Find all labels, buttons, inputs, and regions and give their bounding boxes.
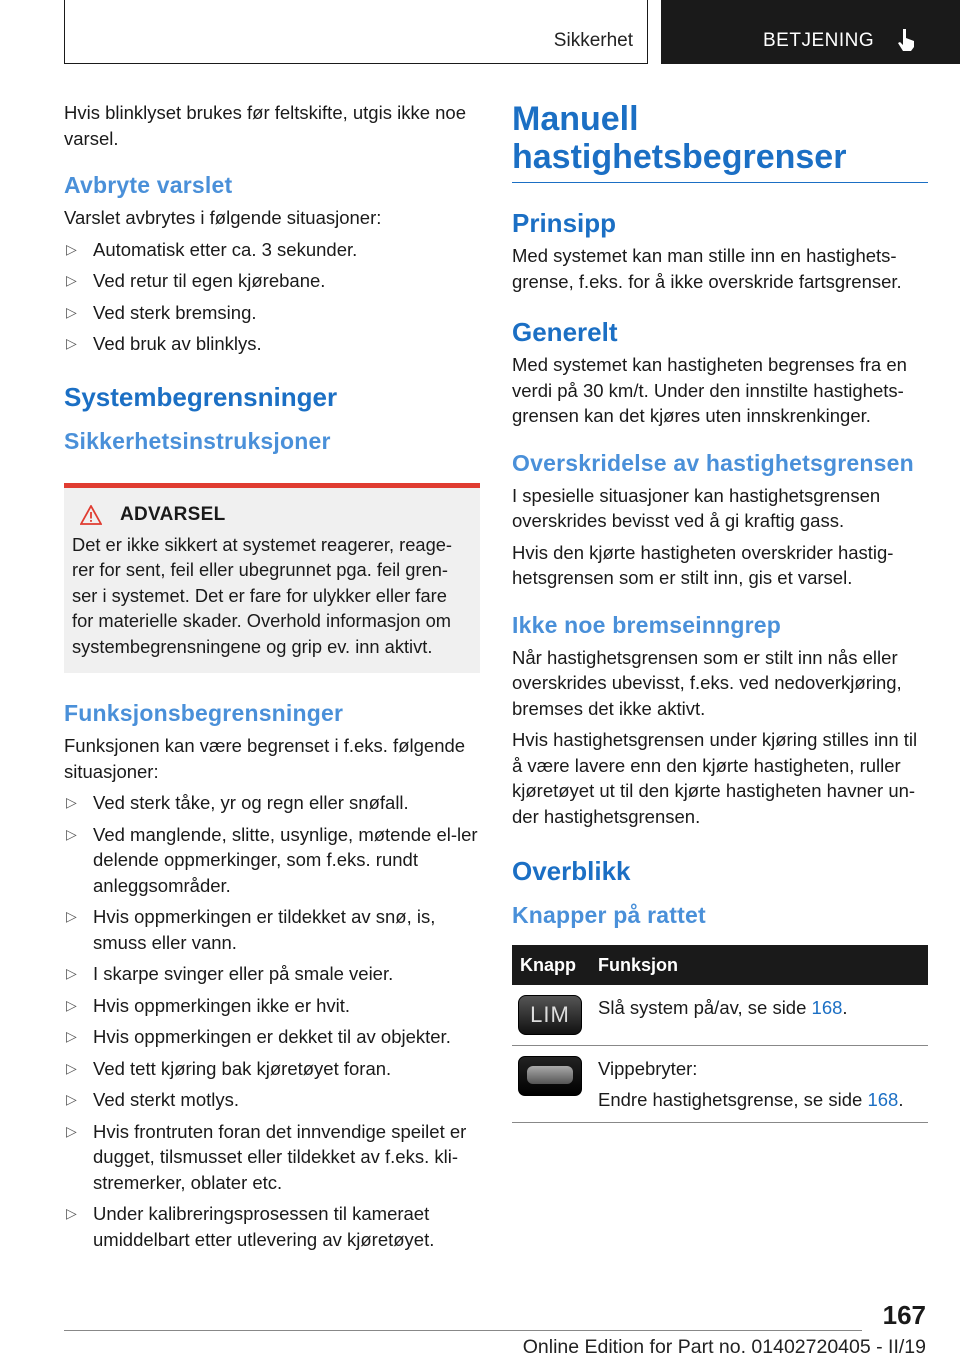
- ikke-heading: Ikke noe bremseinngrep: [512, 611, 781, 638]
- lim-button-icon: LIM: [518, 995, 582, 1035]
- buttons-table: [512, 945, 928, 1123]
- triangle-bullet-icon: ▷: [66, 335, 77, 351]
- table-row: Vippebryter: Endre hastighetsgrense, se side 168.: [512, 1046, 928, 1123]
- page-link[interactable]: 168: [867, 1089, 899, 1110]
- footer-edition: Online Edition for Part no. 01402720405 - II/19: [522, 1336, 926, 1358]
- header-section-tab: [64, 0, 648, 64]
- page-number: 167: [882, 1300, 926, 1330]
- list-item: ▷ Ved sterkt motlys.: [64, 1087, 480, 1113]
- list-item: ▷ Hvis oppmerkingen ikke er hvit.: [64, 993, 480, 1019]
- triangle-bullet-icon: ▷: [66, 825, 77, 842]
- generelt-heading: Generelt: [512, 317, 618, 347]
- funksjon-heading: Funksjonsbegrensninger: [64, 700, 344, 726]
- generelt-text: Med systemet kan hastigheten begrenses fra en verdi på 30 km/t. Under den innstilte hastighets-grensen kan det kjøres uten innskrenkinger.: [512, 354, 907, 426]
- right-column: [512, 100, 928, 1123]
- list-item: ▷ Ved sterk bremsing.: [64, 300, 480, 326]
- warning-title: ADVARSEL: [80, 504, 472, 526]
- list-item: ▷ Hvis oppmerkingen er tildekket av snø, is, smuss eller vann.: [66, 906, 436, 953]
- systembegrensninger-heading: Systembegrensninger: [64, 381, 338, 412]
- warning-text: Det er ikke sikkert at systemet reagerer, reage-rer for sent, feil eller ubegrunnet pga. feil gren-ser i systemet. Det er fare for ulykker eller fare for materielle skader. Overhold informasjon om systembegrensningene og grip ev. inn aktivt.: [72, 533, 452, 657]
- table-header-knapp: Knapp: [512, 945, 590, 985]
- header-chapter-tab: [661, 0, 960, 64]
- list-item: ▷ Under kalibreringsprosessen til kameraet umiddelbart etter utlevering av kjøretøyet.: [66, 1203, 435, 1250]
- triangle-bullet-icon: ▷: [66, 240, 77, 257]
- sikkerhet-heading: Sikkerhetsinstruksjoner: [64, 427, 331, 454]
- warning-triangle-icon: [80, 505, 102, 525]
- table-header-row: [512, 945, 928, 985]
- table-header-funksjon: Funksjon: [590, 945, 928, 985]
- avbryte-text: Varslet avbrytes i følgende situasjoner:: [64, 207, 382, 228]
- page-link[interactable]: 168: [811, 997, 843, 1018]
- ikke-p1: Når hastighetsgrensen som er stilt inn nås eller overskrides ubevisst, f.eks. ved nedoverkjøring, bremses det ikke aktivt.: [512, 646, 902, 719]
- list-item: ▷ Ved retur til egen kjørebane.: [64, 268, 480, 294]
- triangle-bullet-icon: ▷: [66, 996, 77, 1013]
- overskridelse-heading: Overskridelse av hastighetsgrensen: [512, 449, 914, 476]
- footer-divider: [64, 1330, 862, 1331]
- overblikk-heading: Overblikk: [512, 856, 631, 886]
- table-row: LIM Slå system på/av, se side 168.: [512, 985, 928, 1046]
- list-item: ▷ Ved sterk tåke, yr og regn eller snøfall.: [64, 790, 480, 816]
- list-item: ▷ Hvis frontruten foran det innvendige speilet er dugget, tilsmusset eller tildekket av f.eks. kli-stremerker, oblater etc.: [66, 1120, 467, 1193]
- left-column: [64, 100, 480, 1258]
- prinsipp-heading: Prinsipp: [512, 208, 617, 238]
- rocker-switch-icon: [518, 1056, 582, 1096]
- triangle-bullet-icon: ▷: [66, 908, 77, 924]
- triangle-bullet-icon: ▷: [66, 1028, 77, 1044]
- page-title: Manuell hastighetsbegrenser: [512, 100, 928, 183]
- list-item: ▷ Automatisk etter ca. 3 sekunder.: [64, 237, 480, 263]
- triangle-bullet-icon: ▷: [66, 1091, 77, 1107]
- overskridelse-p1: I spesielle situasjoner kan hastighetsgrensen overskrides bevisst ved å gi kraftig gass.: [512, 484, 881, 531]
- triangle-bullet-icon: ▷: [66, 1205, 77, 1221]
- warning-box: [64, 483, 480, 674]
- list-item: ▷ Hvis oppmerkingen er dekket til av objekter.: [64, 1024, 480, 1050]
- funksjon-list: [64, 790, 480, 1252]
- intro-paragraph: Hvis blinklyset brukes før feltskifte, utgis ikke noe varsel.: [64, 102, 467, 149]
- list-item: ▷ Ved manglende, slitte, usynlige, møtende el-ler delende oppmerkinger, som f.eks. rundt anleggsområder.: [66, 823, 478, 896]
- funksjon-text: Funksjonen kan være begrenset i f.eks. følgende situasjoner:: [64, 735, 466, 782]
- triangle-bullet-icon: ▷: [66, 303, 77, 320]
- triangle-bullet-icon: ▷: [66, 1059, 77, 1076]
- header-section-label: Sikkerhet: [553, 30, 633, 51]
- triangle-bullet-icon: ▷: [66, 794, 77, 810]
- triangle-bullet-icon: ▷: [66, 1122, 77, 1139]
- triangle-bullet-icon: ▷: [66, 272, 77, 288]
- header-chapter-label: BETJENING: [763, 30, 875, 51]
- hand-pointer-icon: [897, 28, 917, 52]
- avbryte-heading: Avbryte varslet: [64, 172, 233, 198]
- list-item: ▷ Ved bruk av blinklys.: [64, 331, 480, 357]
- list-item: ▷ I skarpe svinger eller på smale veier.: [64, 961, 480, 987]
- overskridelse-p2: Hvis den kjørte hastigheten overskrider hastig-hetsgrensen som er stilt inn, gis et varsel.: [512, 541, 894, 588]
- prinsipp-text: Med systemet kan man stille inn en hastighets-grense, f.eks. for å ikke overskride fartsgrenser.: [512, 245, 902, 292]
- knapper-heading: Knapper på rattet: [512, 902, 706, 928]
- list-item: ▷ Ved tett kjøring bak kjøretøyet foran.: [64, 1056, 480, 1082]
- triangle-bullet-icon: ▷: [66, 965, 77, 981]
- avbryte-list: [64, 237, 480, 357]
- ikke-p2: Hvis hastighetsgrensen under kjøring stilles inn til å være lavere enn den kjørte hastigheten, ruller kjøretøyet ut til den kjørte hastigheten havner un-der hastighetsgrensen.: [512, 729, 918, 827]
